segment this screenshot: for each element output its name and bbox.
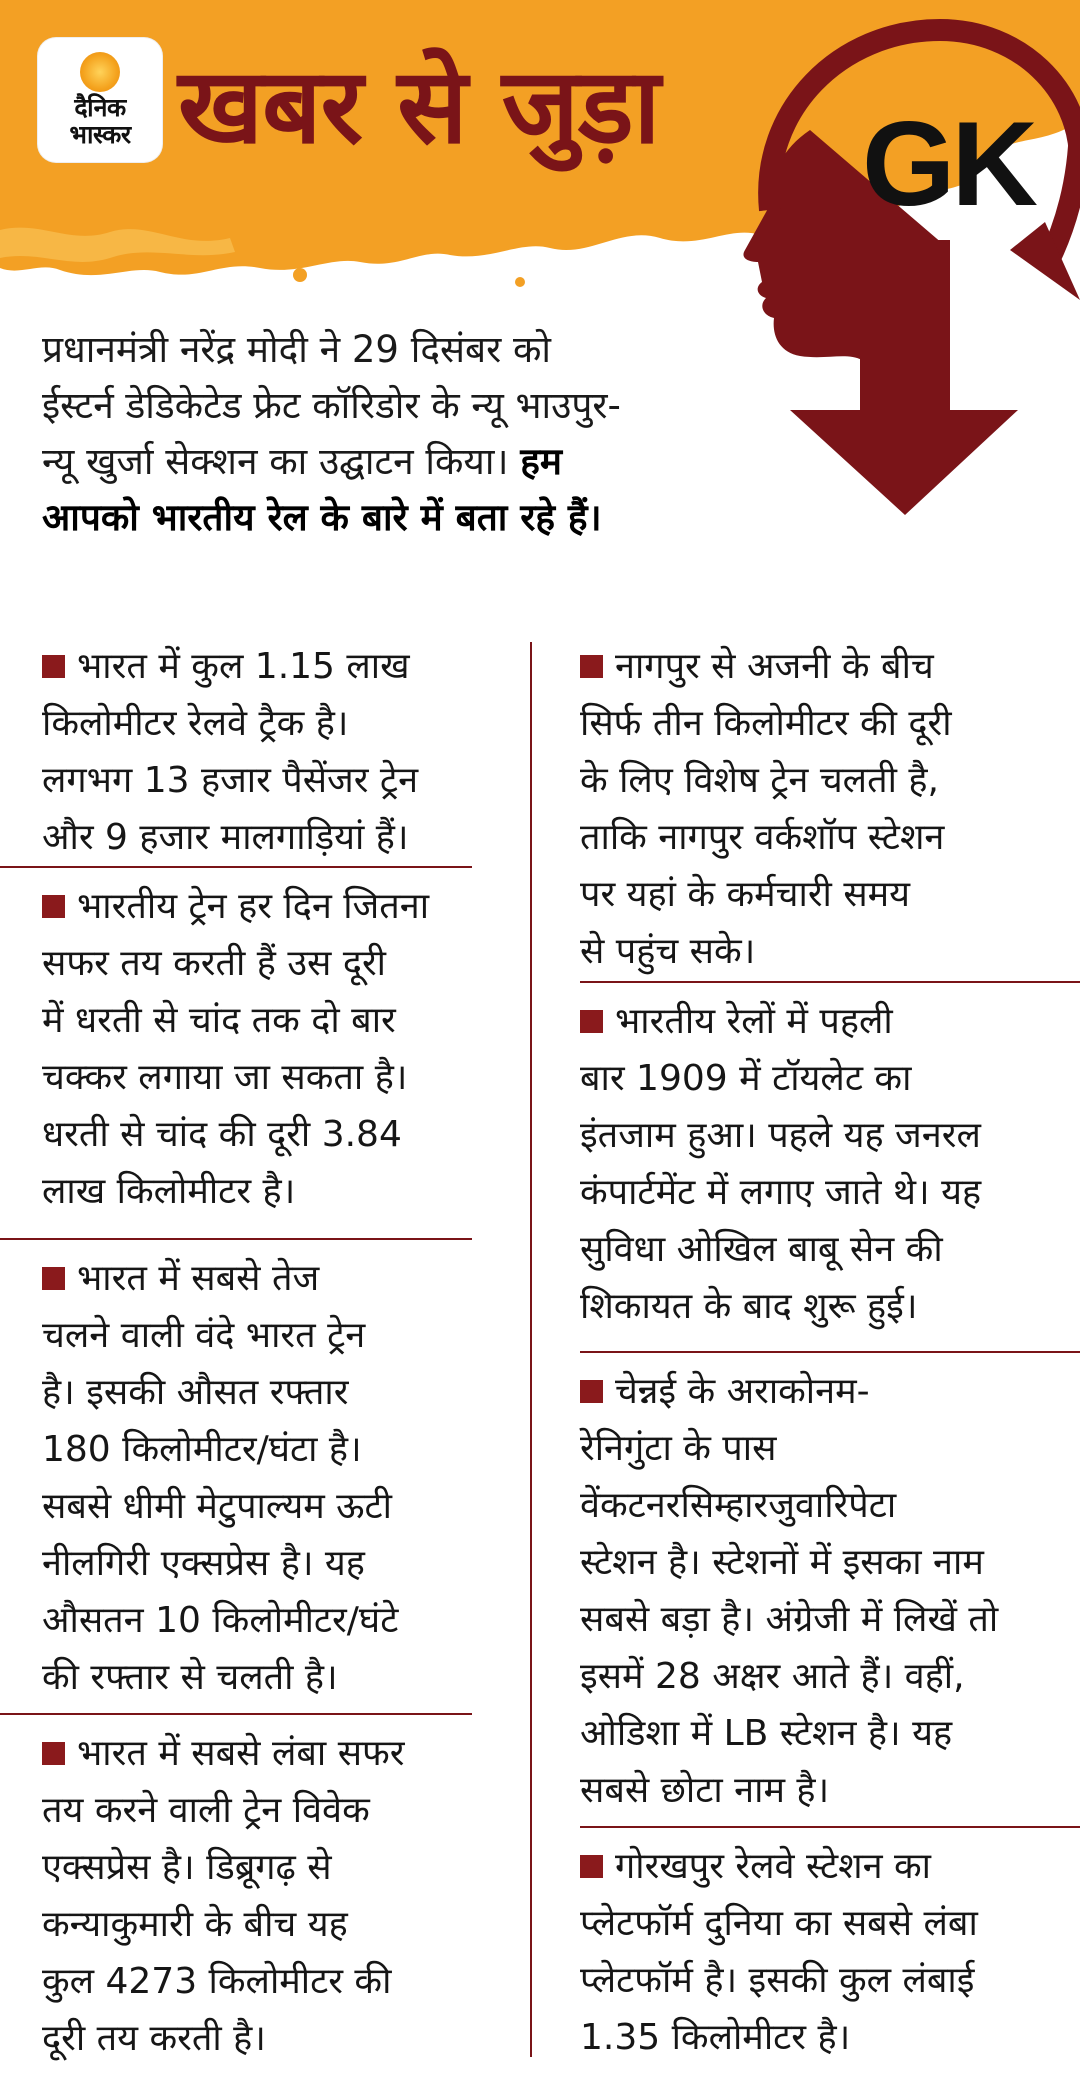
fact-item — [0, 1715, 472, 2075]
square-bullet-icon — [580, 1010, 603, 1033]
logo-line1: दैनिक — [74, 93, 126, 122]
gk-label: GK — [862, 97, 1034, 231]
square-bullet-icon — [580, 1855, 603, 1878]
intro-bold-text: हम आपको भारतीय रेल के बारे में बता रहे हैं। — [42, 440, 602, 539]
sun-icon — [80, 52, 120, 92]
fact-item — [580, 628, 1080, 983]
fact-item — [0, 868, 472, 1240]
square-bullet-icon — [42, 655, 65, 678]
facts-right-column — [580, 628, 1080, 2078]
fact-item — [580, 1353, 1080, 1828]
intro-paragraph — [42, 322, 782, 546]
fact-text: भारत में सबसे लंबा सफर तय करने वाली ट्रेन विवेक एक्सप्रेस है। डिब्रूगढ़ से कन्याकुमारी के बीच यह कुल 4273 किलोमीटर की दूरी तय करती है। — [42, 1733, 405, 2059]
fact-item — [580, 983, 1080, 1353]
fact-item — [580, 1828, 1080, 2078]
fact-text: भारत में सबसे तेज चलने वाली वंदे भारत ट्रेन है। इसकी औसत रफ्तार 180 किलोमीटर/घंटा है। सबसे धीमी मेटुपाल्यम ऊटी नीलगिरी एक्सप्रेस है। यह औसतन 10 किलोमीटर/घंटे की रफ्तार से चलती है। — [42, 1258, 399, 1698]
intro-text: प्रधानमंत्री नरेंद्र मोदी ने 29 दिसंबर को ईस्टर्न डेडिकेटेड फ्रेट कॉरिडोर के न्यू भाउपुर- न्यू खुर्जा सेक्शन का उद्घाटन किया। — [42, 328, 621, 483]
fact-text: नागपुर से अजनी के बीच सिर्फ तीन किलोमीटर की दूरी के लिए विशेष ट्रेन चलती है, ताकि नागपुर वर्कशॉप स्टेशन पर यहां के कर्मचारी समय से पहुंच सके। — [580, 646, 952, 972]
logo-line2: भास्कर — [69, 120, 131, 149]
facts-left-column — [0, 628, 472, 2075]
dainik-bhaskar-logo — [38, 38, 162, 162]
fact-text: चेन्नई के अराकोनम- रेनिगुंटा के पास वेंकटनरसिम्हारजुवारिपेटा स्टेशन है। स्टेशनों में इसका नाम सबसे बड़ा है। अंग्रेजी में लिखें तो इसमें 28 अक्षर आते हैं। वहीं, ओडिशा में LB स्टेशन है। यह सबसे छोटा नाम है। — [580, 1371, 999, 1811]
square-bullet-icon — [580, 655, 603, 678]
fact-item — [0, 628, 472, 868]
fact-text: भारत में कुल 1.15 लाख किलोमीटर रेलवे ट्रैक है। लगभग 13 हजार पैसेंजर ट्रेन और 9 हजार मालगाड़ियां हैं। — [42, 646, 419, 858]
square-bullet-icon — [42, 1267, 65, 1290]
square-bullet-icon — [42, 1742, 65, 1765]
fact-text: भारतीय रेलों में पहली बार 1909 में टॉयलेट का इंतजाम हुआ। पहले यह जनरल कंपार्टमेंट में लगाए जाते थे। यह सुविधा ओखिल बाबू सेन की शिकायत के बाद शुरू हुई। — [580, 1001, 982, 1327]
banner-title: खबर से जुड़ा — [178, 45, 660, 167]
column-divider — [530, 642, 532, 2057]
fact-text: गोरखपुर रेलवे स्टेशन का प्लेटफॉर्म दुनिया का सबसे लंबा प्लेटफॉर्म है। इसकी कुल लंबाई 1.35 किलोमीटर है। — [580, 1846, 978, 2058]
square-bullet-icon — [42, 895, 65, 918]
square-bullet-icon — [580, 1380, 603, 1403]
fact-text: भारतीय ट्रेन हर दिन जितना सफर तय करती हैं उस दूरी में धरती से चांद तक दो बार चक्कर लगाया जा सकता है। धरती से चांद की दूरी 3.84 लाख किलोमीटर है। — [42, 886, 430, 1212]
fact-item — [0, 1240, 472, 1715]
